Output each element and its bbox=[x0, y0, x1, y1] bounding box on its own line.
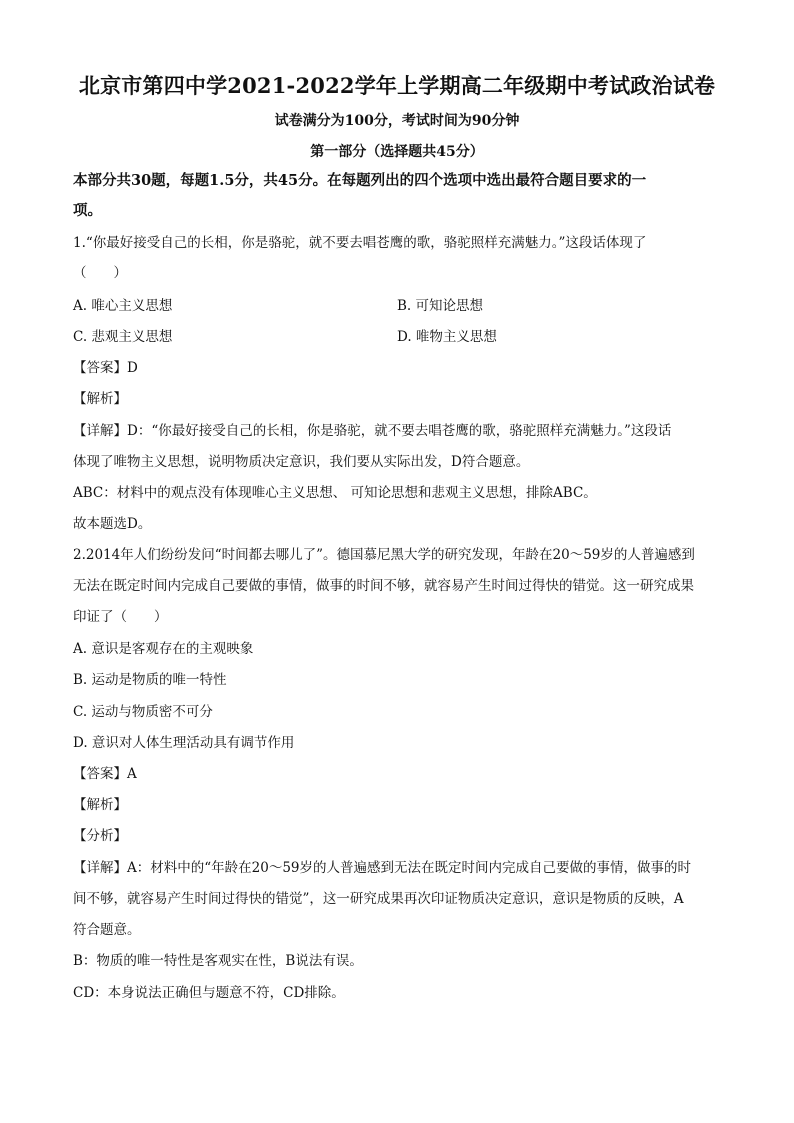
q2-stem-line3: 印证了（ ） bbox=[73, 609, 168, 625]
q1-detail-line1: 【详解】D：“你最好接受自己的长相，你是骆驼，就不要去唱苍鹰的歌，骆驼照样充满魅力。”这段话 bbox=[73, 423, 672, 439]
q1-conclusion: 故本题选D。 bbox=[73, 516, 152, 532]
section-instructions-line1: 本部分共30题，每题1.5分，共45分。在每题列出的四个选项中选出最符合题目要求的一 bbox=[73, 172, 647, 189]
q1-detail-line2: 体现了唯物主义思想，说明物质决定意识，我们要从实际出发，D符合题意。 bbox=[73, 454, 530, 470]
q2-analysis-label: 【解析】 bbox=[73, 797, 127, 813]
q1-answer: 【答案】D bbox=[73, 360, 138, 376]
q2-option-a: A. 意识是客观存在的主观映象 bbox=[73, 641, 254, 657]
q1-option-a: A. 唯心主义思想 bbox=[73, 298, 173, 314]
exam-title: 北京市第四中学2021-2022学年上学期高二年级期中考试政治试卷 bbox=[78, 73, 716, 98]
q2-detail-line5: CD：本身说法正确但与题意不符，CD排除。 bbox=[73, 985, 345, 1001]
q1-stem-line2: （ ） bbox=[73, 265, 127, 281]
section-heading: 第一部分（选择题共45分） bbox=[310, 144, 484, 160]
q2-detail-line4: B：物质的唯一特性是客观实在性，B说法有误。 bbox=[73, 953, 363, 969]
q2-stem-line1: 2.2014年人们纷纷发问“时间都去哪儿了”。德国慕尼黑大学的研究发现，年龄在20～59岁的人普遍感到 bbox=[73, 547, 695, 563]
q2-detail-line1: 【详解】A：材料中的“年龄在20～59岁的人普遍感到无法在既定时间内完成自己要做的事情，做事的时 bbox=[73, 860, 692, 876]
q1-analysis-label: 【解析】 bbox=[73, 391, 127, 407]
q1-option-b: B. 可知论思想 bbox=[397, 298, 484, 314]
q2-fenxi-label: 【分析】 bbox=[73, 828, 127, 844]
q1-detail-line3: ABC：材料中的观点没有体现唯心主义思想、 可知论思想和悲观主义思想，排除ABC。 bbox=[73, 485, 597, 501]
q2-option-c: C. 运动与物质密不可分 bbox=[73, 704, 213, 720]
exam-info: 试卷满分为100分，考试时间为90分钟 bbox=[274, 113, 520, 129]
q2-stem-line2: 无法在既定时间内完成自己要做的事情，做事的时间不够，就容易产生时间过得快的错觉。这一研究成果 bbox=[73, 578, 694, 594]
q2-detail-line2: 间不够，就容易产生时间过得快的错觉”，这一研究成果再次印证物质决定意识，意识是物质的反映，A bbox=[73, 891, 684, 907]
q1-option-d: D. 唯物主义思想 bbox=[397, 329, 497, 345]
q1-option-c: C. 悲观主义思想 bbox=[73, 329, 173, 345]
q2-option-b: B. 运动是物质的唯一特性 bbox=[73, 672, 227, 688]
q2-detail-line3: 符合题意。 bbox=[73, 922, 141, 938]
section-instructions-line2: 项。 bbox=[73, 202, 102, 219]
q2-option-d: D. 意识对人体生理活动具有调节作用 bbox=[73, 735, 295, 751]
q2-answer: 【答案】A bbox=[73, 766, 137, 782]
q1-stem-line1: 1.“你最好接受自己的长相，你是骆驼，就不要去唱苍鹰的歌，骆驼照样充满魅力。”这段话体现了 bbox=[73, 235, 647, 251]
